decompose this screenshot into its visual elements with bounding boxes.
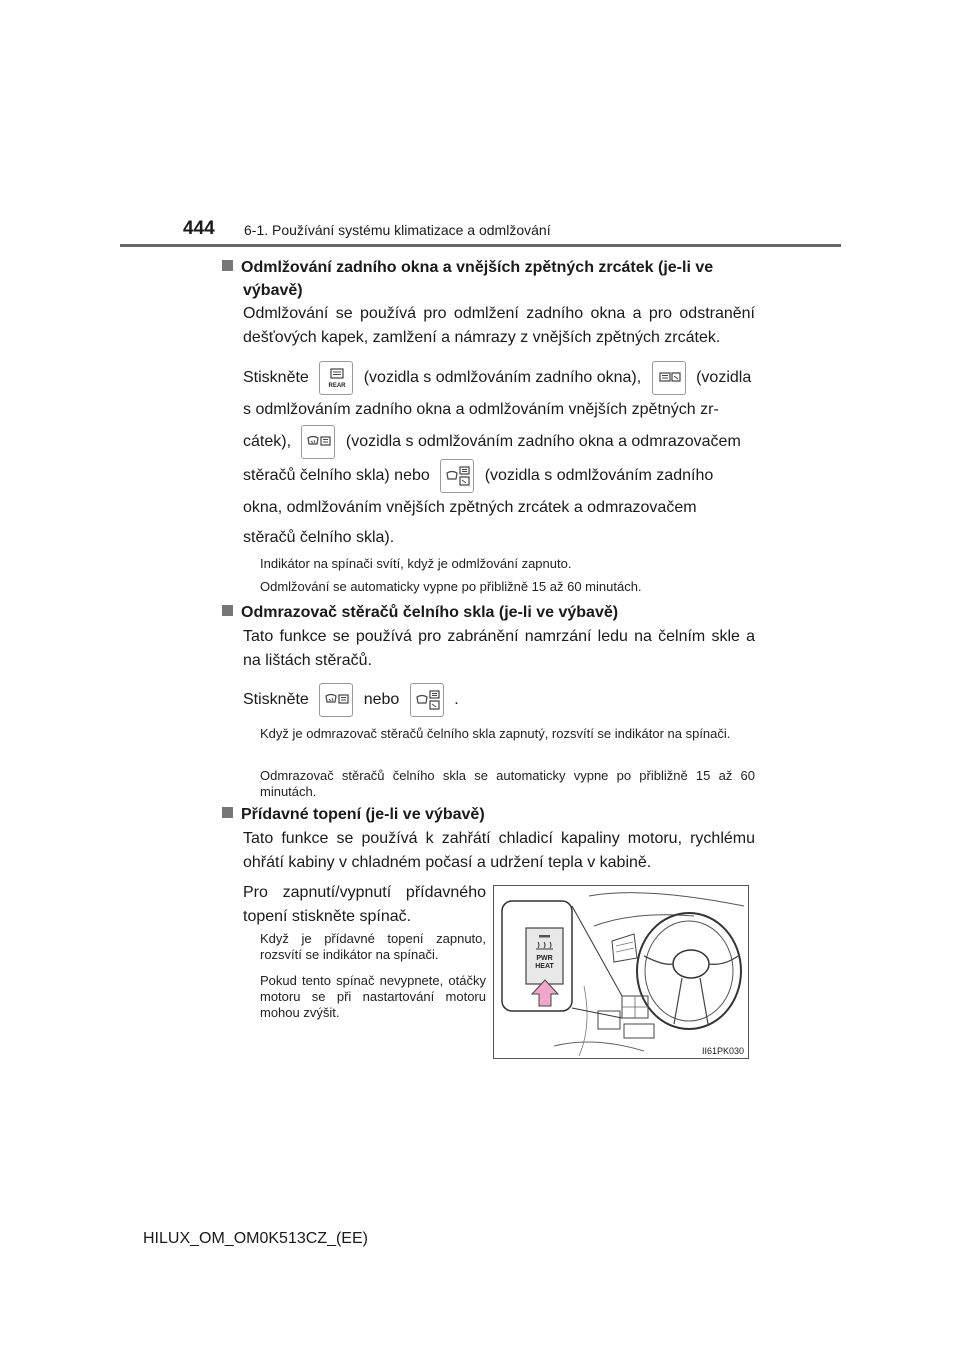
bullet-square-icon — [222, 605, 233, 616]
rear-label: REAR — [328, 383, 346, 389]
wiper-deicer-note-indicator: Když je odmrazovač stěračů čelního skla zapnutý, rozsvítí se indikátor na spínači. — [260, 726, 731, 741]
rear-defogger-description: Odmlžování se používá pro odmlžení zadního okna a pro odstranění dešťových kapek, zamlžení a námrazy z vnějších zpětných zrcátek. — [243, 305, 755, 346]
section-heading-rear-defogger: Odmlžování zadního okna a vnějších zpětných zrcátek (je-li ve výbavě) — [222, 256, 757, 302]
wiper-deicer-description: Tato funkce se používá pro zabránění namrzání ledu na čelním skle a na lištách stěračů. — [243, 628, 755, 669]
auxiliary-heater-instruction: Pro zapnutí/vypnutí přídavného topení stiskněte spínač. — [243, 884, 486, 925]
wiper-deicer-note-auto-off: Odmrazovač stěračů čelního skla se automaticky vypne po přibližně 15 až 60 minutách. — [260, 768, 755, 799]
document-id: HILUX_OM_OM0K513CZ_(EE) — [143, 1230, 368, 1247]
wiper-deicer-button-icon — [319, 683, 353, 717]
rear-mirror-wiper-button-icon — [440, 459, 474, 493]
section-heading-wiper-deicer: Odmrazovač stěračů čelního skla (je-li ve výbavě) — [222, 601, 757, 624]
auxiliary-heater-note-indicator: Když je přídavné topení zapnuto, rozsvítí se indikátor na spínači. — [260, 931, 486, 962]
chapter-title: 6-1. Používání systému klimatizace a odmlžování — [244, 222, 551, 238]
heat-label: HEAT — [535, 963, 554, 970]
rear-defogger-note-auto-off: Odmlžování se automaticky vypne po přibližně 15 až 60 minutách. — [260, 579, 642, 594]
rear-and-mirror-defogger-button-icon — [652, 361, 686, 395]
figure-code: II61PK030 — [701, 1046, 744, 1056]
rear-and-wiper-deicer-button-icon — [301, 425, 335, 459]
page-number: 444 — [183, 218, 215, 239]
bullet-square-icon — [222, 260, 233, 271]
auxiliary-heater-note-engine: Pokud tento spínač nevypnete, otáčky motoru se při nastartování motoru mohou zvýšit. — [260, 973, 486, 1020]
dashboard-illustration — [494, 886, 749, 1059]
section-heading-auxiliary-heater: Přídavné topení (je-li ve výbavě) — [222, 803, 757, 826]
wiper-deicer-instructions: Stiskněte nebo . — [243, 683, 755, 717]
auxiliary-heater-description: Tato funkce se používá k zahřátí chladicí kapaliny motoru, rychlému ohřátí kabiny v chladném počasí a udržení tepla v kabině. — [243, 830, 755, 871]
rear-defogger-note-indicator: Indikátor na spínači svítí, když je odmlžování zapnuto. — [260, 556, 572, 571]
header-rule — [120, 244, 841, 247]
rear-defogger-instructions: Stiskněte REAR (vozidla s odmlžováním zadního okna), (vozidla s odmlžováním zadního okna a odmlžováním vnějších zpětných zr- cátek), (vozidla s odmlžováním zadního okna a odmrazovačem stěračů čelního skla) nebo (vozidla s odmlžováním zadního okna, odmlžováním vnějších zpětných zrcátek a odmrazovačem stěračů čelního skla). — [243, 361, 755, 553]
auxiliary-heater-switch-figure — [493, 885, 749, 1059]
pwr-label: PWR — [536, 955, 553, 962]
bullet-square-icon — [222, 807, 233, 818]
wiper-deicer-mirror-button-icon — [410, 683, 444, 717]
rear-defogger-button-icon — [319, 361, 353, 395]
